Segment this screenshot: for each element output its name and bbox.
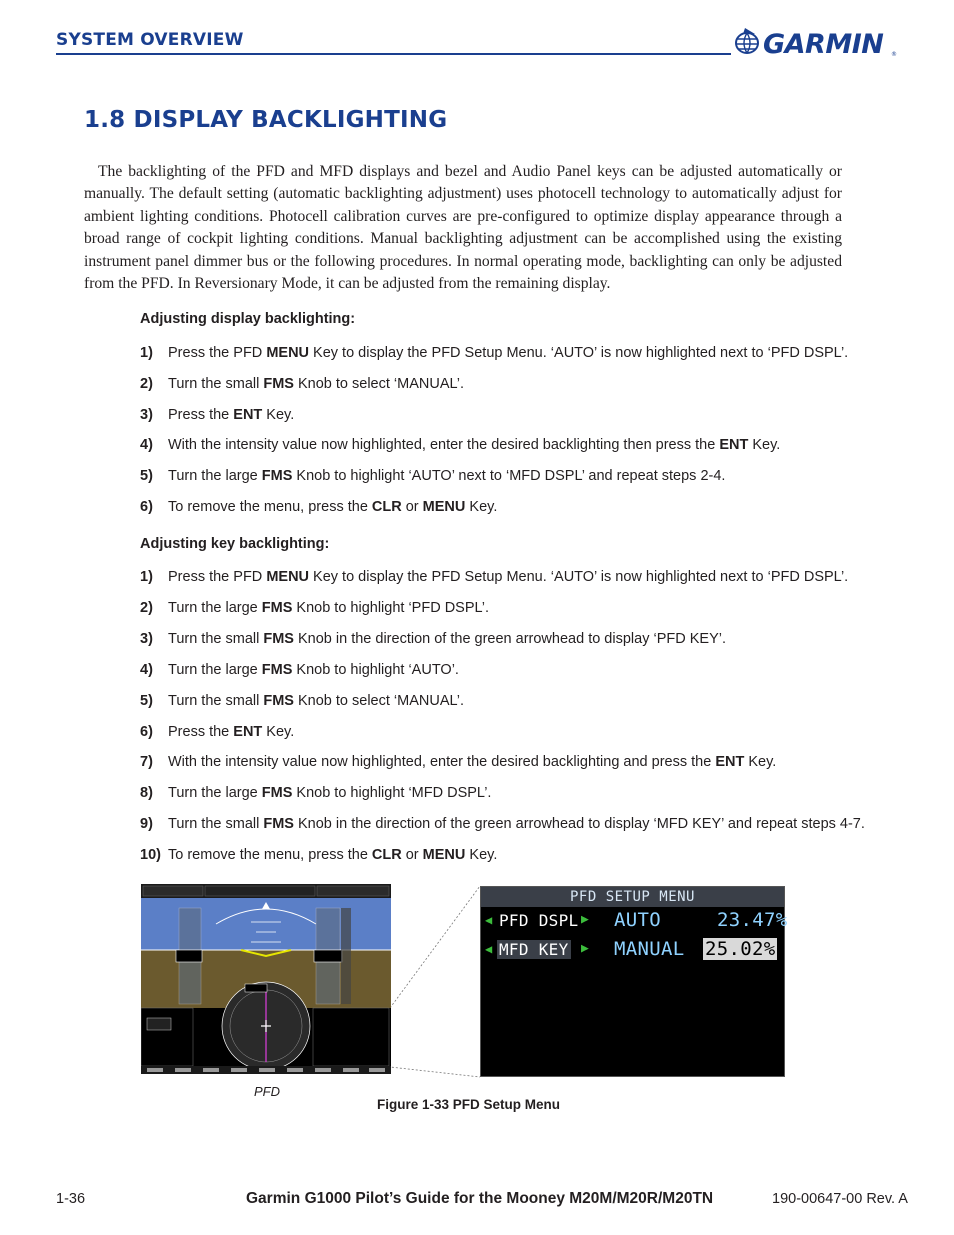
- step-item: [140, 631, 860, 647]
- page-number: 1-36: [56, 1191, 86, 1207]
- step-text: Knob to highlight ‘AUTO’.: [292, 661, 459, 678]
- key-name: FMS: [261, 661, 293, 678]
- step-number: 3): [140, 630, 153, 647]
- step-text: Turn the large: [168, 661, 262, 678]
- garmin-logo: [733, 26, 899, 58]
- step-number: 8): [140, 785, 153, 802]
- running-header: SYSTEM OVERVIEW: [56, 30, 244, 50]
- svg-text:®: ®: [891, 51, 897, 58]
- menu-row-value: 23.47%: [717, 909, 788, 931]
- key-name: MENU: [422, 499, 466, 515]
- step-number: 6): [140, 723, 153, 740]
- key-name: FMS: [263, 816, 294, 833]
- step-item: [140, 376, 860, 392]
- key-name: ENT: [233, 723, 263, 740]
- step-item: [140, 847, 860, 863]
- step-item: [140, 468, 860, 484]
- step-text: Press the PFD: [168, 345, 267, 361]
- globe-icon: [736, 28, 758, 53]
- step-text: To remove the menu, press the: [168, 499, 372, 515]
- step-number: 1): [140, 345, 153, 361]
- key-name: MENU: [422, 847, 466, 864]
- step-text: Turn the small: [168, 375, 264, 392]
- key-name: ENT: [715, 754, 745, 771]
- step-text: Key to display the PFD Setup Menu. ‘AUTO’ is now highlighted next to ‘PFD DSPL’.: [309, 345, 849, 361]
- key-name: ENT: [233, 406, 263, 423]
- step-number: 7): [140, 754, 153, 771]
- arrow-left-icon: ◀: [485, 913, 493, 927]
- header-rule: [56, 53, 731, 55]
- menu-row-mode: MANUAL: [614, 938, 685, 960]
- step-number: 4): [140, 437, 153, 454]
- step-number: 9): [140, 816, 153, 833]
- step-text: Key.: [465, 847, 498, 864]
- step-text: Knob in the direction of the green arrowhead to display ‘PFD KEY’.: [293, 630, 726, 647]
- step-text: Turn the small: [168, 692, 264, 709]
- step-number: 10): [140, 847, 161, 864]
- step-text: Turn the large: [168, 785, 262, 802]
- step-text: Key.: [262, 723, 295, 740]
- step-number: 5): [140, 468, 153, 485]
- menu-row-mode: AUTO: [614, 909, 661, 931]
- arrow-right-icon: ▶: [581, 912, 589, 927]
- key-name: CLR: [371, 499, 402, 515]
- step-item: [140, 662, 860, 678]
- menu-row-value: 25.02%: [705, 938, 776, 960]
- svg-text:GARMIN: GARMIN: [763, 29, 884, 58]
- step-text: Key.: [262, 406, 295, 423]
- menu-row-name: PFD DSPL: [499, 911, 579, 930]
- menu-row-name: MFD KEY: [499, 940, 569, 959]
- step-text: Turn the large: [168, 599, 262, 616]
- step-text: or: [401, 847, 423, 864]
- key-name: ENT: [719, 437, 749, 454]
- key-name: FMS: [263, 692, 294, 709]
- pfd-setup-menu-panel: [480, 886, 788, 1077]
- step-number: 2): [140, 375, 153, 392]
- key-name: FMS: [263, 630, 294, 647]
- key-name: FMS: [261, 785, 293, 802]
- step-text: Knob to highlight ‘MFD DSPL’.: [292, 785, 492, 802]
- display-procedure-heading: Adjusting display backlighting:: [140, 311, 356, 327]
- key-name: CLR: [371, 847, 402, 864]
- key-name: FMS: [261, 599, 293, 616]
- key-name: FMS: [261, 468, 293, 485]
- step-text: or: [401, 499, 423, 515]
- menu-row-pfd-dspl: [481, 909, 788, 935]
- step-text: Turn the small: [168, 816, 264, 833]
- step-item: [140, 724, 860, 740]
- menu-title: PFD SETUP MENU: [481, 887, 784, 907]
- step-number: 4): [140, 661, 153, 678]
- step-number: 2): [140, 599, 153, 616]
- step-text: Knob to highlight ‘PFD DSPL’.: [292, 599, 490, 616]
- step-text: Press the PFD: [168, 569, 267, 585]
- step-text: Knob to select ‘MANUAL’.: [293, 692, 465, 709]
- menu-row-mfd-key: [481, 938, 784, 964]
- step-number: 6): [140, 499, 153, 515]
- figure-caption: Figure 1-33 PFD Setup Menu: [377, 1097, 561, 1112]
- step-text: Knob to select ‘MANUAL’.: [293, 375, 465, 392]
- step-text: To remove the menu, press the: [168, 847, 372, 864]
- key-name: FMS: [263, 375, 294, 392]
- step-item: [140, 785, 860, 801]
- step-item: [140, 569, 860, 585]
- arrow-right-icon: ▶: [581, 941, 589, 956]
- step-text: Turn the small: [168, 630, 264, 647]
- section-title: 1.8 DISPLAY BACKLIGHTING: [84, 107, 448, 133]
- step-text: Knob in the direction of the green arrowhead to display ‘MFD KEY’ and repeat steps 4-7.: [293, 816, 865, 833]
- step-text: Press the: [168, 406, 234, 423]
- step-text: Key.: [744, 754, 777, 771]
- intro-paragraph: The backlighting of the PFD and MFD displays and bezel and Audio Panel keys can be adjusted automatically or manually. The default setting (automatic backlighting adjustment) uses photocell technology to automatically adjust for ambient lighting conditions. Photocell calibration curves are pre-configured to optimize display appearance through a broad range of cockpit lighting conditions. Manual backlighting adjustment can be accomplished using the existing instrument panel dimmer bus or the following procedures. In normal operating mode, backlighting can only be adjusted from the PFD. In Reversionary Mode, it can be adjusted from the remaining display.: [84, 163, 842, 293]
- step-text: Key.: [465, 499, 498, 515]
- step-item: [140, 600, 860, 616]
- step-item: [140, 693, 860, 709]
- pfd-label: PFD: [254, 1084, 280, 1099]
- footer-title: Garmin G1000 Pilot’s Guide for the Mooney M20M/M20R/M20TN: [246, 1190, 714, 1207]
- step-text: Key.: [748, 437, 781, 454]
- step-item: [140, 816, 865, 833]
- step-number: 3): [140, 406, 153, 423]
- step-item: [140, 754, 860, 770]
- step-item: [140, 437, 860, 453]
- step-text: With the intensity value now highlighted, enter the desired backlighting and press the: [168, 754, 716, 771]
- step-number: 1): [140, 569, 153, 585]
- step-item: [140, 345, 860, 361]
- key-procedure-heading: Adjusting key backlighting:: [140, 536, 330, 552]
- key-name: MENU: [266, 345, 310, 361]
- step-item: [140, 407, 860, 423]
- step-text: Press the: [168, 723, 234, 740]
- step-text: Turn the large: [168, 468, 262, 485]
- step-text: Key to display the PFD Setup Menu. ‘AUTO’ is now highlighted next to ‘PFD DSPL’.: [309, 569, 849, 585]
- step-item: [140, 499, 860, 515]
- document-number: 190-00647-00 Rev. A: [772, 1191, 908, 1207]
- pfd-display-image: [141, 884, 391, 1074]
- step-text: With the intensity value now highlighted, enter the desired backlighting then press the: [168, 437, 720, 454]
- step-text: Knob to highlight ‘AUTO’ next to ‘MFD DSPL’ and repeat steps 2-4.: [292, 468, 726, 485]
- step-number: 5): [140, 692, 153, 709]
- pfd-screenshot: [141, 884, 391, 1074]
- arrow-left-icon: ◀: [485, 942, 493, 956]
- key-name: MENU: [266, 569, 310, 585]
